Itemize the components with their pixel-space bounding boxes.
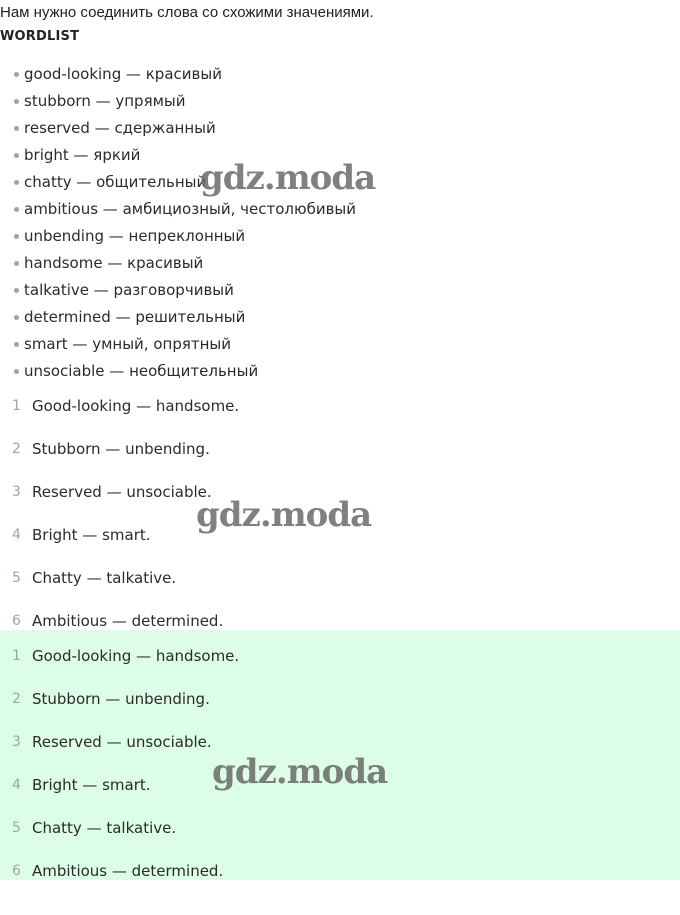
- answer-text: Chatty — talkative.: [32, 568, 177, 587]
- list-item: bright — яркий: [0, 142, 356, 169]
- answer-number: 1: [12, 647, 21, 664]
- watermark: gdz.moda: [200, 158, 376, 198]
- answer-text: Bright — smart.: [32, 525, 151, 544]
- bullet-icon: [14, 72, 19, 77]
- answer-row: [0, 556, 680, 599]
- list-item: handsome — красивый: [0, 250, 356, 277]
- answer-number: 6: [12, 612, 21, 629]
- answer-text: Stubborn — unbending.: [32, 689, 210, 708]
- answer-text: Good-looking — handsome.: [32, 646, 240, 665]
- answer-number: 4: [12, 776, 21, 793]
- answer-number: 2: [12, 440, 21, 457]
- list-item: reserved — сдержанный: [0, 115, 356, 142]
- bullet-icon: [14, 261, 19, 266]
- answer-row: [0, 677, 680, 720]
- answer-text: Ambitious — determined.: [32, 611, 224, 630]
- list-item: smart — умный, опрятный: [0, 331, 356, 358]
- bullet-icon: [14, 342, 19, 347]
- bullet-icon: [14, 99, 19, 104]
- answer-number: 1: [12, 397, 21, 414]
- answer-number: 4: [12, 526, 21, 543]
- answer-row: [0, 806, 680, 849]
- answer-number: 3: [12, 483, 21, 500]
- list-item: good-looking — красивый: [0, 61, 356, 88]
- answer-number: 5: [12, 569, 21, 586]
- intro-text: Нам нужно соединить слова со схожими значениями.: [0, 4, 374, 21]
- answer-text: Stubborn — unbending.: [32, 439, 210, 458]
- answer-text: Bright — smart.: [32, 775, 151, 794]
- bullet-icon: [14, 234, 19, 239]
- answer-row: [0, 427, 680, 470]
- answer-number: 2: [12, 690, 21, 707]
- list-item: determined — решительный: [0, 304, 356, 331]
- list-item: unbending — непреклонный: [0, 223, 356, 250]
- bullet-icon: [14, 153, 19, 158]
- answer-row: [0, 384, 680, 427]
- bullet-icon: [14, 180, 19, 185]
- answer-text: Reserved — unsociable.: [32, 482, 212, 501]
- bullet-icon: [14, 207, 19, 212]
- list-item: ambitious — амбициозный, честолюбивый: [0, 196, 356, 223]
- wordlist-heading: WORDLIST: [0, 29, 80, 44]
- answer-text: Ambitious — determined.: [32, 861, 224, 880]
- bullet-icon: [14, 369, 19, 374]
- answer-row: [0, 849, 680, 892]
- list-item: unsociable — необщительный: [0, 358, 356, 385]
- bullet-icon: [14, 315, 19, 320]
- watermark: gdz.moda: [196, 495, 372, 535]
- list-item: chatty — общительный: [0, 169, 356, 196]
- bullet-icon: [14, 126, 19, 131]
- wordlist: [0, 61, 356, 385]
- answer-text: Chatty — talkative.: [32, 818, 177, 837]
- watermark: gdz.moda: [212, 752, 388, 792]
- answer-row: [0, 634, 680, 677]
- answer-text: Reserved — unsociable.: [32, 732, 212, 751]
- list-item: stubborn — упрямый: [0, 88, 356, 115]
- answer-text: Good-looking — handsome.: [32, 396, 240, 415]
- answer-number: 6: [12, 862, 21, 879]
- answer-number: 5: [12, 819, 21, 836]
- list-item: talkative — разговорчивый: [0, 277, 356, 304]
- bullet-icon: [14, 288, 19, 293]
- answer-number: 3: [12, 733, 21, 750]
